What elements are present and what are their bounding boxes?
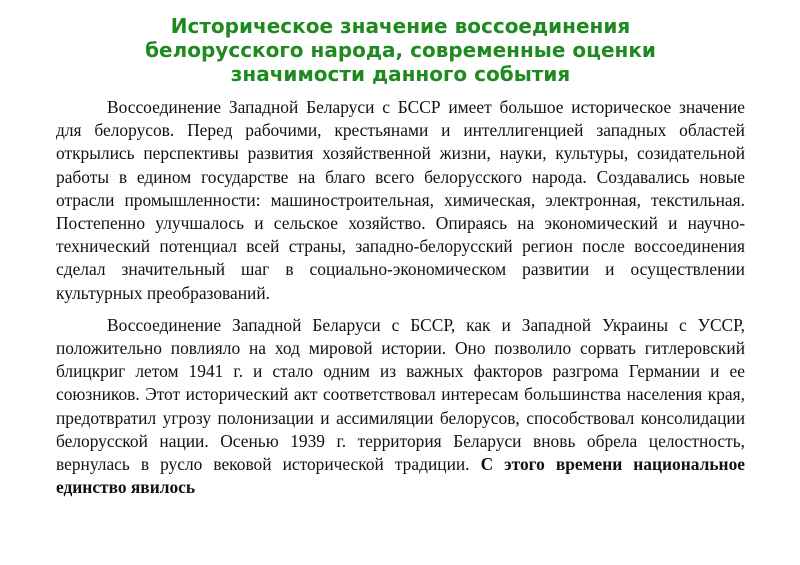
document-title: Историческое значение воссоединения белорусского народа, современные оценки значимости данного события bbox=[145, 14, 656, 86]
paragraph-1: Воссоединение Западной Беларуси с БССР имеет большое историческое значение для белорусов. Перед рабочими, крестьянами и интеллигенцией западных областей открылись перспективы развития хозяйственной жизни, науки, культуры, созидательной работы в едином государстве на благо всего белорусского народа. Создавались новые отрасли промышленности: машиностроительная, химическая, электронная, текстильная. Постепенно улучшалось и сельское хозяйство. Опираясь на экономический и научно-технический потенциал всей страны, западно-белорусский регион после воссоединения сделал значительный шаг в социально-экономическом развитии и осуществлении культурных преобразований. bbox=[56, 97, 745, 303]
paragraph-2-bold-text: С этого времени национальное единство явилось bbox=[56, 454, 745, 498]
paragraph-2 bbox=[56, 314, 745, 500]
paragraph-2-text: Воссоединение Западной Беларуси с БССР, как и Западной Украины с УССР, положительно повлияло на ход мировой истории. Оно позволило сорвать гитлеровский блицкриг летом 1941 г. и стало одним из важных факторов разгрома Германии и ее союзников. Этот исторический акт соответствовал интересам большинства населения края, предотвратил угрозу полонизации и ассимиляции белорусов, способствовал консолидации белорусской нации. Осенью 1939 г. территория Беларуси вновь обрела целостность, вернулась в русло вековой исторической традиции. bbox=[56, 314, 745, 475]
